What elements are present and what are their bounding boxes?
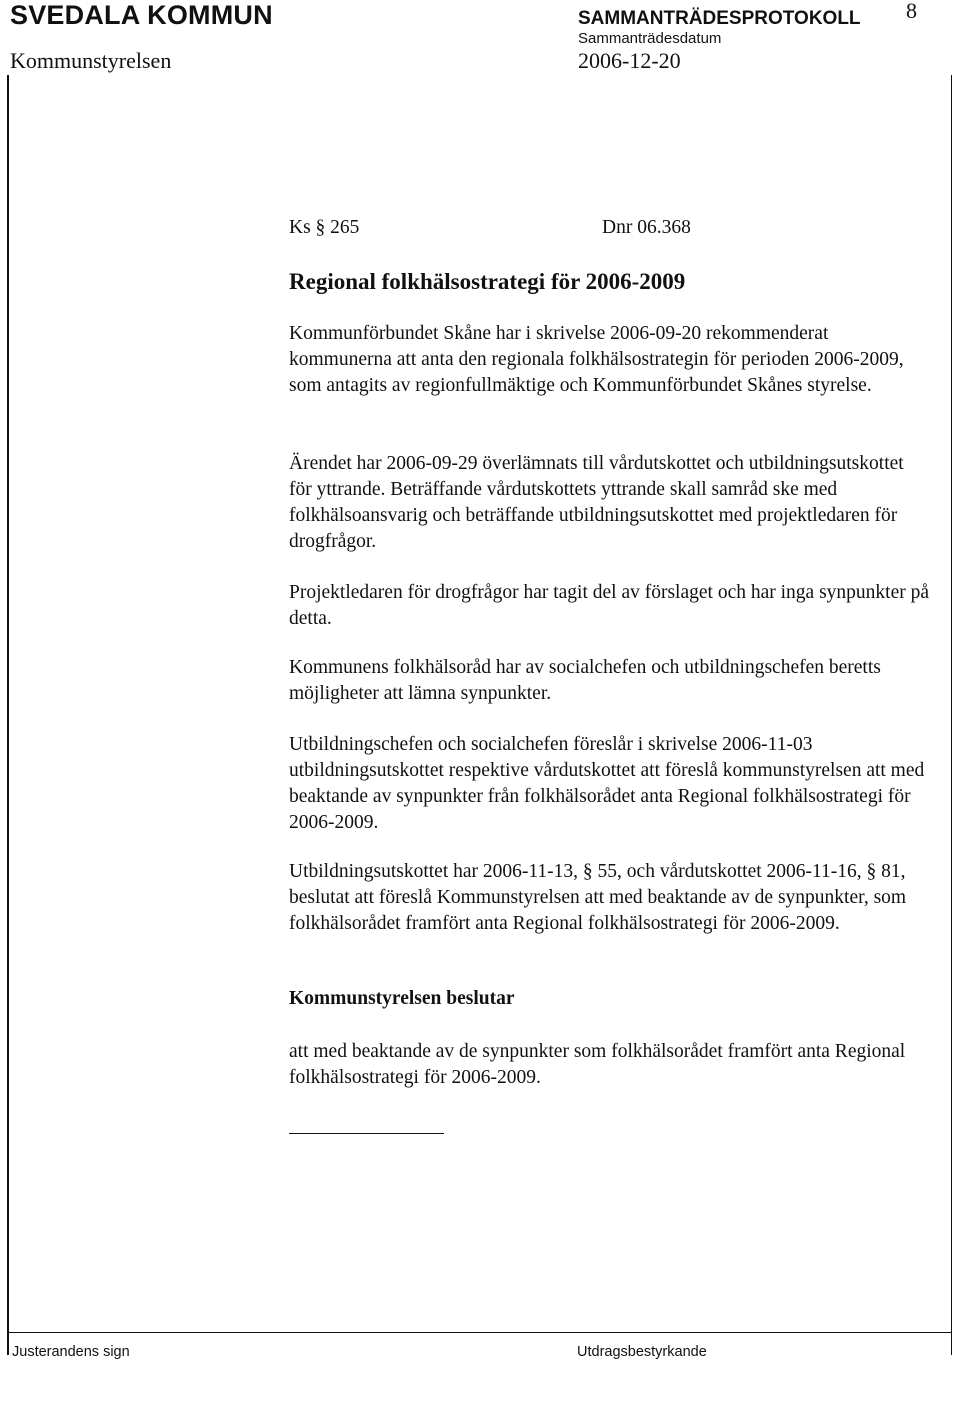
meeting-date-label: Sammanträdesdatum xyxy=(578,30,722,47)
meeting-date-value: 2006-12-20 xyxy=(578,48,681,73)
decision-text: att med beaktande av de synpunkter som folkhälsorådet framfört anta Regional folkhälsostrategi för 2006-2009. xyxy=(289,1041,906,1088)
page-number: 8 xyxy=(906,0,917,23)
paragraph: Ärendet har 2006-09-29 överlämnats till vårdutskottet och utbildningsutskottet för yttrande. Beträffande vårdutskottets yttrande skall samråd ske med folkhälsoansvarig och beträffande utbildningsutskottet med projektledaren för drogfrågor. xyxy=(289,453,904,552)
protocol-title: SAMMANTRÄDESPROTOKOLL xyxy=(578,8,861,29)
paragraph: Kommunförbundet Skåne har i skrivelse 2006-09-20 rekommenderat kommunerna att anta den regionala folkhälsostrategin för perioden 2006-2009, som antagits av regionfullmäktige och Kommunförbundet Skånes styrelse. xyxy=(289,323,904,396)
extract-certification-label: Utdragsbestyrkande xyxy=(577,1344,707,1360)
footer-rule xyxy=(7,1332,952,1333)
decision-heading: Kommunstyrelsen beslutar xyxy=(289,988,515,1009)
right-margin-rule xyxy=(951,75,952,1355)
paragraph: Kommunens folkhälsoråd har av socialchefen och utbildningschefen beretts möjligheter att lämna synpunkter. xyxy=(289,657,881,704)
case-title: Regional folkhälsostrategi för 2006-2009 xyxy=(289,269,686,294)
case-diary-number: Dnr 06.368 xyxy=(602,217,691,238)
municipality-name: SVEDALA KOMMUN xyxy=(10,0,273,30)
paragraph: Utbildningschefen och socialchefen föreslår i skrivelse 2006-11-03 utbildningsutskottet respektive vårdutskottet att föreslå kommunstyrelsen att med beaktande av synpunkter från folkhälsorådet anta Regional folkhälsostrategi för 2006-2009. xyxy=(289,734,925,833)
board-name: Kommunstyrelsen xyxy=(10,48,172,73)
case-section-number: Ks § 265 xyxy=(289,217,360,238)
paragraph: Utbildningsutskottet har 2006-11-13, § 55, och vårdutskottet 2006-11-16, § 81, beslutat att föreslå Kommunstyrelsen att med beaktande av de synpunkter, som folkhälsorådet framfört anta Regional folkhälsostrategi för 2006-2009. xyxy=(289,861,907,934)
left-margin-rule xyxy=(7,75,9,1355)
end-rule xyxy=(289,1133,444,1134)
adjuster-signature-label: Justerandens sign xyxy=(12,1344,130,1360)
paragraph: Projektledaren för drogfrågor har tagit del av förslaget och har inga synpunkter på detta. xyxy=(289,582,930,629)
